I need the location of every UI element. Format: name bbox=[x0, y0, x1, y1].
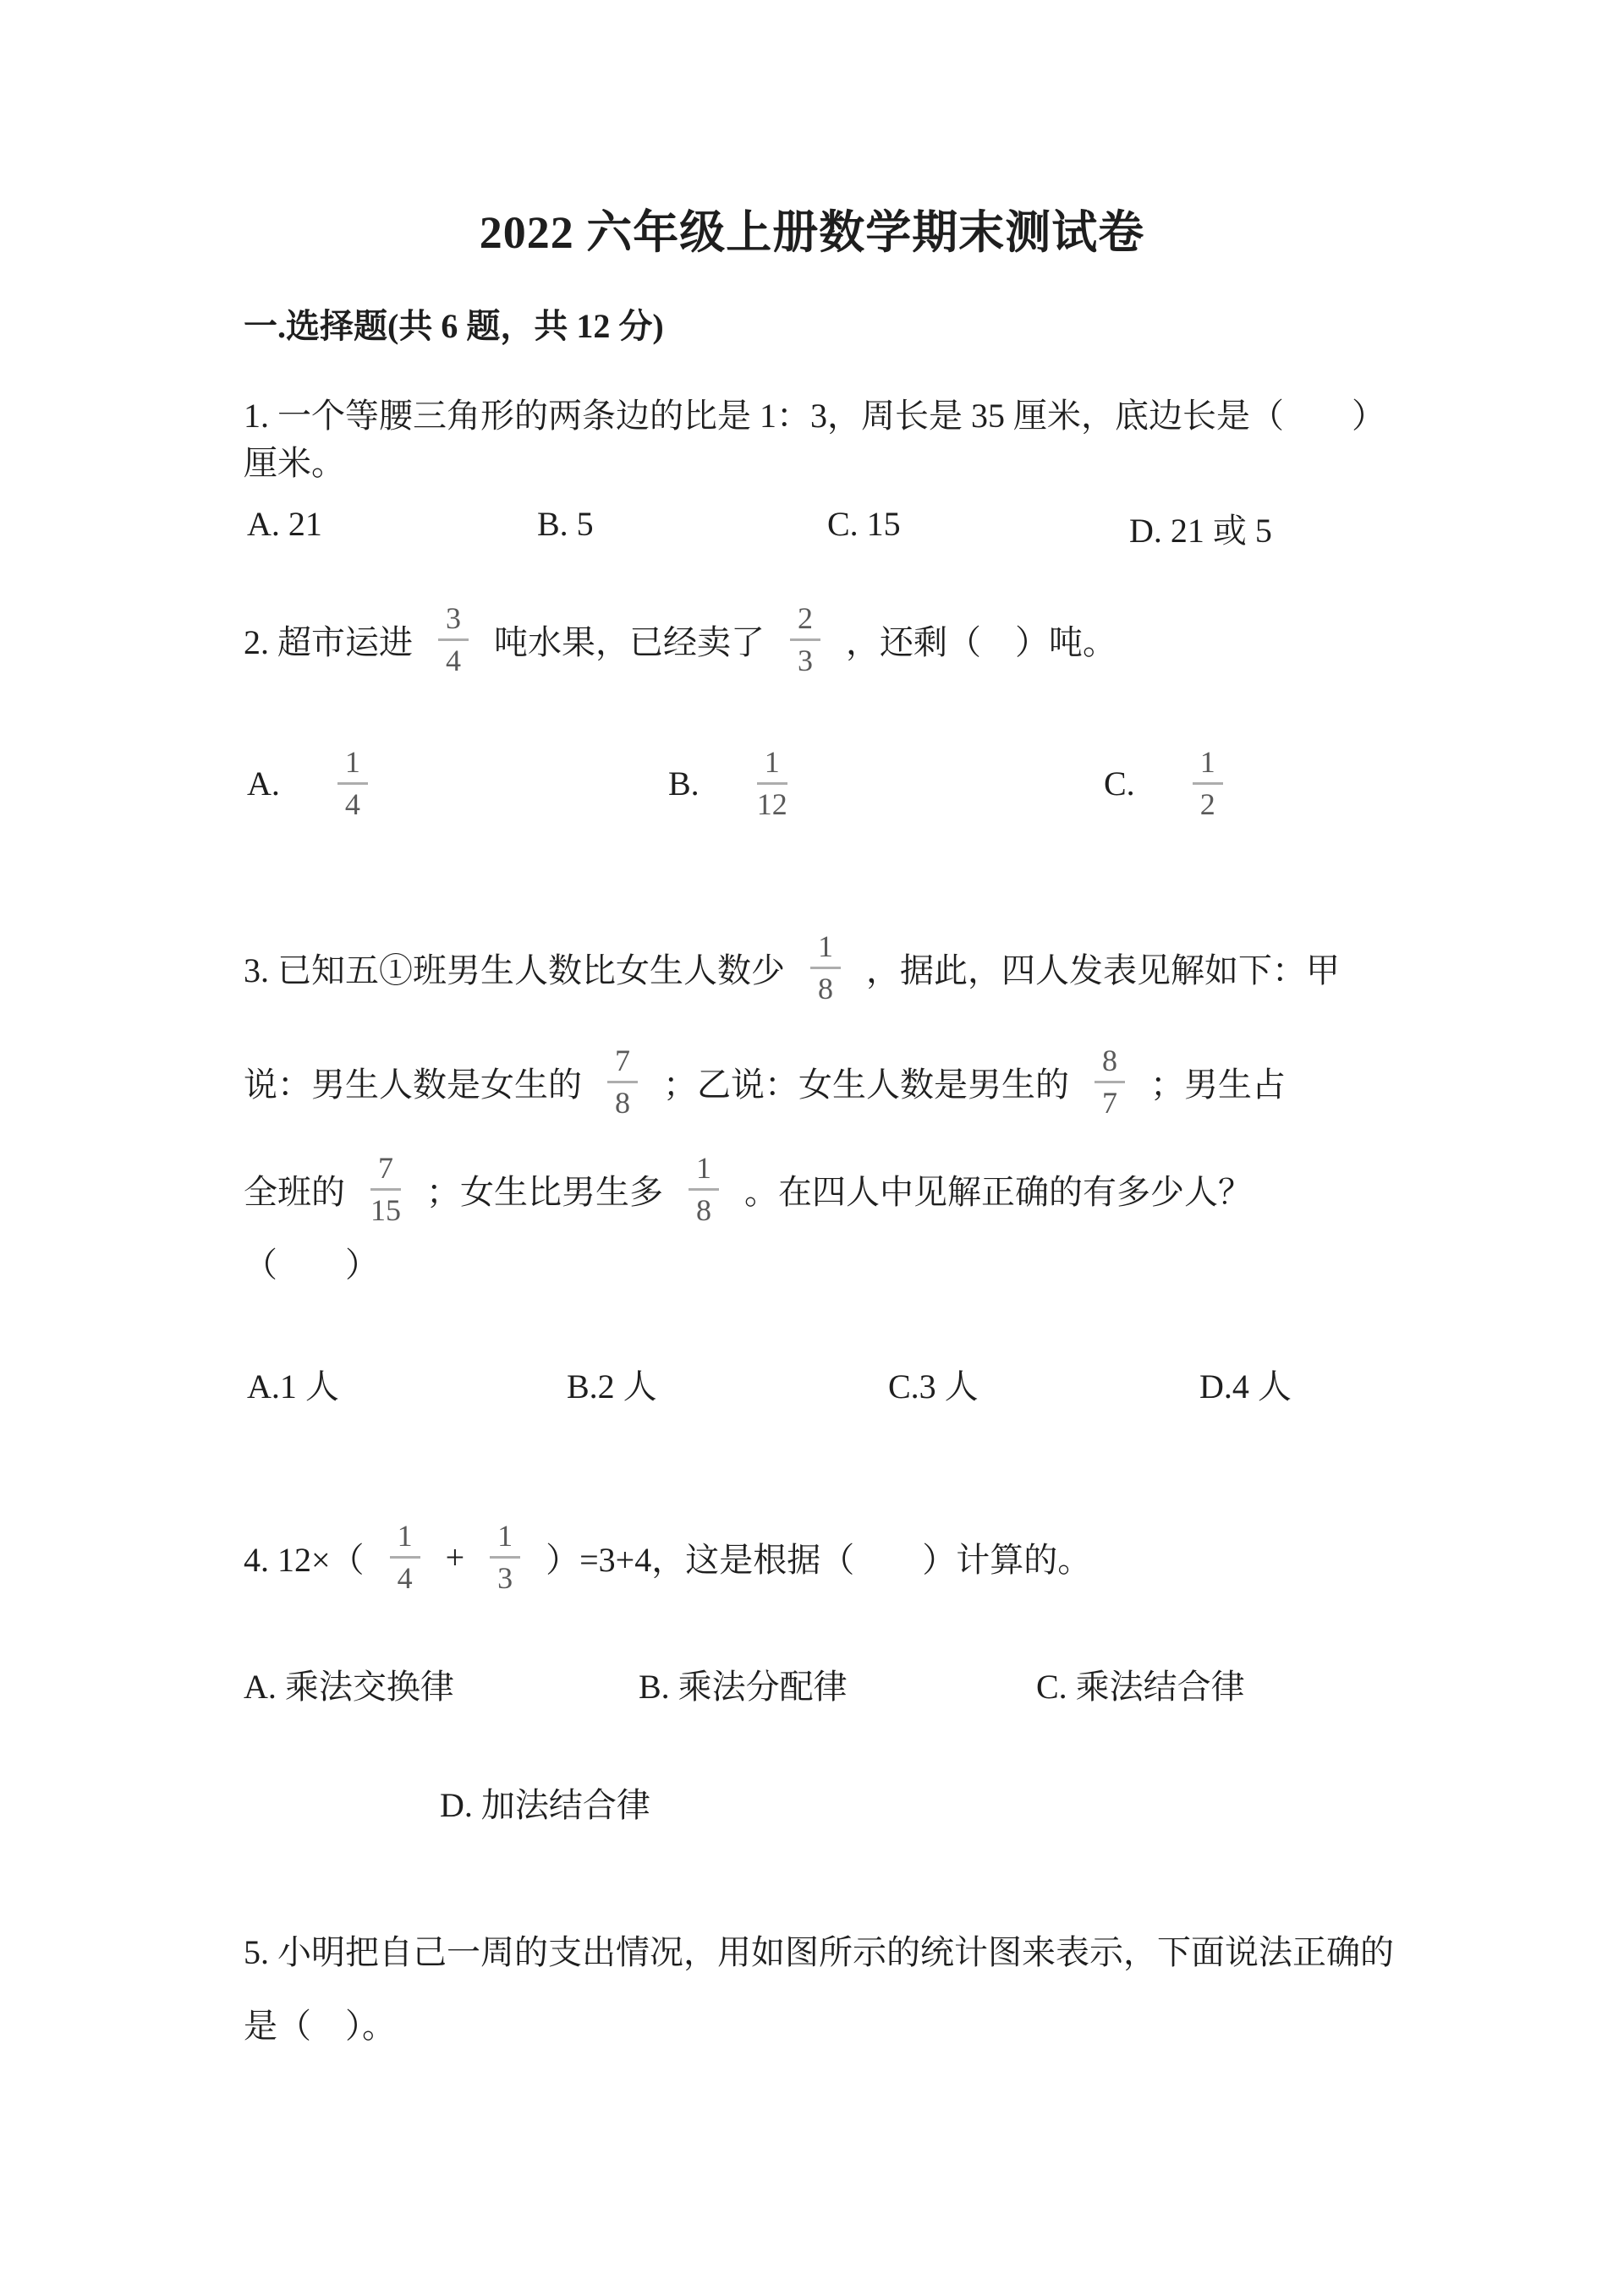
q3-line1-seg1: 3. 已知五①班男生人数比女生人数少 bbox=[244, 951, 785, 990]
q3-option-a: A.1 人 bbox=[247, 1367, 339, 1406]
page-title: 2022 六年级上册数学期末测试卷 bbox=[479, 207, 1145, 258]
q2-option-b-fraction bbox=[757, 745, 787, 823]
q4-option-d: D. 加法结合律 bbox=[440, 1786, 650, 1824]
q5-text-line1: 5. 小明把自己一周的支出情况，用如图所示的统计图来表示，下面说法正确的 bbox=[244, 1933, 1394, 1971]
q3-answer-blank: （ ） bbox=[244, 1246, 379, 1284]
q3-line2-seg2: ；乙说：女生人数是男生的 bbox=[663, 1066, 1069, 1104]
q4-option-a: A. 乘法交换律 bbox=[244, 1668, 454, 1706]
q3-fraction-7-8 bbox=[607, 1044, 638, 1121]
fraction-numerator: 1 bbox=[390, 1519, 420, 1559]
q2-fraction-3-4 bbox=[438, 601, 469, 679]
q3-line2-seg3: ；男生占 bbox=[1150, 1066, 1286, 1104]
fraction-denominator: 12 bbox=[756, 787, 787, 822]
q4-option-c: C. 乘法结合律 bbox=[1036, 1668, 1245, 1706]
fraction-denominator: 8 bbox=[696, 1193, 711, 1228]
q1-option-b: B. 5 bbox=[537, 505, 594, 543]
section-heading: 一.选择题(共 6 题，共 12 分) bbox=[244, 307, 664, 345]
fraction-denominator: 7 bbox=[1102, 1086, 1117, 1121]
q3-text-line3 bbox=[244, 1151, 1252, 1229]
fraction-numerator: 1 bbox=[1193, 745, 1223, 785]
q3-option-d: D.4 人 bbox=[1199, 1367, 1292, 1406]
q2-text-seg2: 吨水果，已经卖了 bbox=[494, 623, 765, 662]
fraction-denominator: 3 bbox=[798, 644, 813, 678]
q4-plus-sign: + bbox=[445, 1538, 465, 1577]
fraction-numerator: 8 bbox=[1095, 1044, 1125, 1083]
q5-text-line2: 是（ ）。 bbox=[244, 2007, 396, 2045]
q2-option-c-fraction bbox=[1193, 745, 1223, 823]
q1-option-d: D. 21 或 5 bbox=[1129, 512, 1272, 550]
fraction-numerator: 3 bbox=[438, 601, 469, 641]
fraction-numerator: 2 bbox=[790, 601, 820, 641]
fraction-numerator: 1 bbox=[689, 1151, 719, 1191]
q3-line2-seg1: 说：男生人数是女生的 bbox=[244, 1066, 582, 1104]
q2-option-c bbox=[1104, 745, 1223, 823]
q2-option-b-label: B. bbox=[668, 764, 700, 803]
fraction-denominator: 8 bbox=[818, 972, 833, 1006]
q4-fraction-1-4 bbox=[390, 1519, 420, 1597]
q1-text-line1: 1. 一个等腰三角形的两条边的比是 1：3，周长是 35 厘米，底边长是（ ） bbox=[244, 397, 1385, 435]
q3-fraction-1-8b bbox=[689, 1151, 719, 1229]
q2-option-a bbox=[247, 745, 368, 823]
q3-line3-seg3: 。在四人中见解正确的有多少人？ bbox=[744, 1173, 1252, 1212]
q2-option-a-label: A. bbox=[247, 764, 280, 803]
q4-text bbox=[244, 1519, 1091, 1597]
fraction-numerator: 1 bbox=[337, 745, 368, 785]
fraction-numerator: 1 bbox=[757, 745, 787, 785]
fraction-numerator: 7 bbox=[370, 1151, 401, 1191]
q1-option-c: C. 15 bbox=[827, 505, 901, 543]
fraction-denominator: 2 bbox=[1199, 787, 1215, 822]
q3-option-c: C.3 人 bbox=[888, 1367, 979, 1406]
q4-text-seg1: 4. 12×（ bbox=[244, 1541, 365, 1580]
q3-line3-seg2: ；女生比男生多 bbox=[426, 1173, 663, 1212]
q2-text-seg3: ，还剩（ ）吨。 bbox=[846, 623, 1116, 662]
q3-fraction-8-7 bbox=[1095, 1044, 1125, 1121]
q3-text-line1 bbox=[244, 929, 1340, 1007]
q2-fraction-2-3 bbox=[790, 601, 820, 679]
fraction-denominator: 3 bbox=[497, 1561, 513, 1596]
fraction-numerator: 1 bbox=[490, 1519, 520, 1559]
q3-option-b: B.2 人 bbox=[567, 1367, 657, 1406]
q1-text-line2: 厘米。 bbox=[244, 444, 345, 482]
q3-fraction-7-15 bbox=[370, 1151, 401, 1229]
q3-line3-seg1: 全班的 bbox=[244, 1173, 345, 1212]
q2-option-a-fraction bbox=[337, 745, 368, 823]
q4-option-b: B. 乘法分配律 bbox=[639, 1668, 848, 1706]
fraction-numerator: 7 bbox=[607, 1044, 638, 1083]
q4-fraction-1-3 bbox=[490, 1519, 520, 1597]
q4-text-seg3: ）=3+4，这是根据（ ）计算的。 bbox=[546, 1541, 1092, 1580]
fraction-denominator: 4 bbox=[344, 787, 360, 822]
q3-line1-seg2: ，据此，四人发表见解如下：甲 bbox=[866, 951, 1340, 990]
q1-option-a: A. 21 bbox=[247, 505, 322, 543]
q2-text bbox=[244, 601, 1116, 679]
q3-text-line2 bbox=[244, 1044, 1286, 1121]
q2-text-seg1: 2. 超市运进 bbox=[244, 623, 413, 662]
q2-option-c-label: C. bbox=[1104, 764, 1135, 803]
fraction-denominator: 15 bbox=[370, 1193, 401, 1228]
fraction-denominator: 4 bbox=[446, 644, 461, 678]
q2-option-b bbox=[668, 745, 787, 823]
fraction-denominator: 4 bbox=[397, 1561, 413, 1596]
fraction-numerator: 1 bbox=[810, 929, 841, 969]
fraction-denominator: 8 bbox=[615, 1086, 630, 1121]
q3-fraction-1-8 bbox=[810, 929, 841, 1007]
